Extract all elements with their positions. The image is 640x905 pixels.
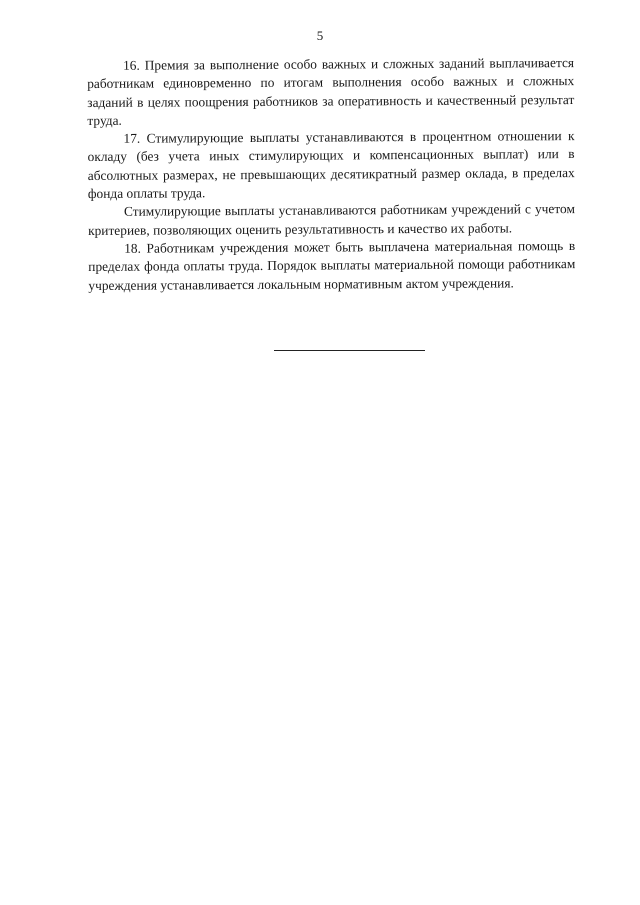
end-divider bbox=[274, 350, 425, 351]
paragraph-18: 18. Работникам учреждения может быть выплачена материальная помощь в пределах фонда оплаты труда. Порядок выплаты материальной помощи работникам учреждения устанавливается локальным нормативным актом учреждения. bbox=[88, 237, 576, 293]
paragraph-16: 16. Премия за выполнение особо важных и сложных заданий выплачивается работникам единовременно по итогам выполнения особо важных и сложных заданий в целях поощрения работников за оперативность и качественный результат труда. bbox=[87, 55, 575, 128]
page-number: 5 bbox=[316, 28, 324, 43]
paragraph-17-criteria: Стимулирующие выплаты устанавливаются работникам учреждений с учетом критериев, позволяющих оценить результативность и качество их работы. bbox=[88, 201, 575, 238]
paragraph-17: 17. Стимулирующие выплаты устанавливаются в процентном отношении к окладу (без учета иных стимулирующих и компенсационных выплат) или в абсолютных размерах, не превышающих десятикратный размер оклада, в пределах фонда оплаты труда. bbox=[87, 128, 575, 202]
document-body bbox=[87, 54, 575, 295]
